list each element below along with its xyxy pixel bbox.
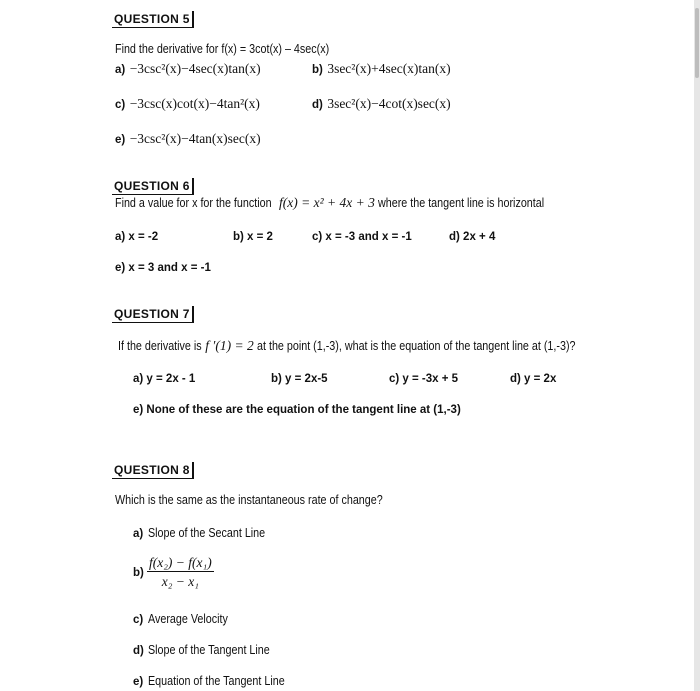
q6-option-e[interactable]: e) x = 3 and x = -1 xyxy=(115,262,211,274)
q5-option-b-text: 3sec²(x)+4sec(x)tan(x) xyxy=(327,61,451,76)
q6-option-b[interactable]: b) x = 2 xyxy=(233,231,273,243)
q5-option-b[interactable] xyxy=(312,60,451,78)
q8-option-e[interactable] xyxy=(133,672,307,690)
q6-option-c[interactable]: c) x = -3 and x = -1 xyxy=(312,231,412,243)
q8-option-e-text: Equation of the Tangent Line xyxy=(147,674,285,688)
q8-option-d[interactable] xyxy=(133,641,290,659)
scrollbar-thumb[interactable] xyxy=(695,8,699,78)
q8-option-a[interactable] xyxy=(133,524,284,542)
q5-option-c-text: −3csc(x)cot(x)−4tan²(x) xyxy=(129,96,260,111)
q6-function: f(x) = x² + 4x + 3 xyxy=(279,195,375,210)
q8-option-e-letter: e) xyxy=(133,676,144,688)
q8-option-d-letter: d) xyxy=(133,645,144,657)
q8-fraction-numerator: f(x₂) − f(x₁) xyxy=(149,555,212,570)
question-7-label: QUESTION 7 xyxy=(112,306,194,323)
q5-option-b-letter: b) xyxy=(312,64,323,76)
q8-option-c-letter: c) xyxy=(133,614,144,626)
q7-option-d[interactable]: d) y = 2x xyxy=(510,373,557,385)
q5-option-e-text: −3csc²(x)−4tan(x)sec(x) xyxy=(129,131,261,146)
question-8-prompt: Which is the same as the instantaneous rate of change? xyxy=(115,493,383,507)
question-8-label: QUESTION 8 xyxy=(112,462,194,479)
q8-option-b-letter[interactable]: b) xyxy=(133,567,144,579)
q5-option-a-text: −3csc²(x)−4sec(x)tan(x) xyxy=(129,61,261,76)
q7-option-c[interactable]: c) y = -3x + 5 xyxy=(389,373,459,385)
q7-option-e[interactable]: e) None of these are the equation of the tangent line at (1,-3) xyxy=(133,404,461,416)
q5-option-d-text: 3sec²(x)−4cot(x)sec(x) xyxy=(327,96,451,111)
q5-option-a-letter: a) xyxy=(115,64,126,76)
q6-prompt-before: Find a value for x for the function xyxy=(115,196,272,210)
q8-option-b-fraction[interactable] xyxy=(147,555,214,590)
q5-option-d[interactable] xyxy=(312,95,451,113)
q8-option-c-text: Average Velocity xyxy=(147,612,228,626)
q6-prompt-after: where the tangent line is horizontal xyxy=(378,196,545,210)
q5-option-a[interactable] xyxy=(115,60,261,78)
q8-option-a-letter: a) xyxy=(133,528,144,540)
q5-option-e[interactable] xyxy=(115,130,261,148)
q5-option-c[interactable] xyxy=(115,95,260,113)
question-6-prompt xyxy=(115,195,572,211)
q5-option-e-letter: e) xyxy=(115,134,126,146)
q5-option-c-letter: c) xyxy=(115,99,126,111)
q8-option-c[interactable] xyxy=(133,610,241,628)
q8-fraction-denominator: x₂ − x₁ xyxy=(161,574,199,589)
question-5-prompt: Find the derivative for f(x) = 3cot(x) – 4sec(x) xyxy=(115,42,330,56)
q7-option-a[interactable]: a) y = 2x - 1 xyxy=(133,373,196,385)
q8-option-d-text: Slope of the Tangent Line xyxy=(148,643,271,657)
q7-option-b[interactable]: b) y = 2x-5 xyxy=(271,373,328,385)
q8-option-a-text: Slope of the Secant Line xyxy=(147,526,265,540)
q6-option-a[interactable]: a) x = -2 xyxy=(115,231,159,243)
question-5-label: QUESTION 5 xyxy=(112,11,194,28)
q7-prompt-after: at the point (1,-3), what is the equation of the tangent line at (1,-3)? xyxy=(257,339,576,353)
q7-prompt-before: If the derivative is xyxy=(118,339,202,353)
question-7-prompt xyxy=(118,338,628,354)
question-6-label: QUESTION 6 xyxy=(112,178,194,195)
q5-option-d-letter: d) xyxy=(312,99,323,111)
q7-derivative: f ′(1) = 2 xyxy=(205,338,254,353)
q6-option-d[interactable]: d) 2x + 4 xyxy=(449,231,496,243)
